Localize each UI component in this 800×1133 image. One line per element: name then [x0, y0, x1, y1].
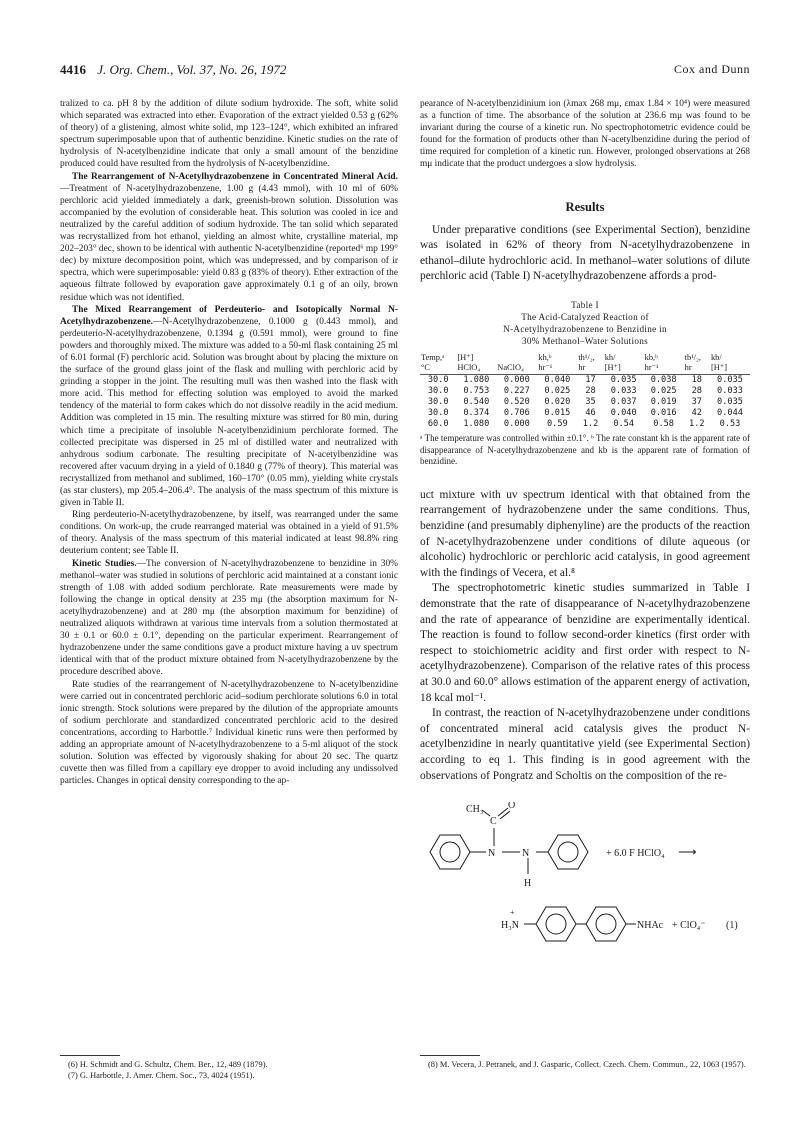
benzene-ring-left [430, 835, 470, 869]
table-cell: 35 [585, 397, 596, 408]
table-body [420, 375, 750, 431]
table-cell: 37 [691, 397, 702, 408]
table-notes [420, 433, 750, 468]
table-cell: 30.0 [427, 375, 449, 386]
table-label: Table I [571, 300, 599, 311]
equation-number: (1) [726, 920, 738, 932]
ammonium-label: H₃N [501, 920, 519, 932]
table-cell: 0.53 [719, 419, 741, 430]
table-header-cell: hr [684, 363, 710, 375]
table-cell: 0.753 [463, 386, 490, 397]
table-cell: 0.015 [544, 408, 571, 419]
table-cell: 0.000 [503, 375, 530, 386]
paragraph: In contrast, the reaction of N-acetylhydrazobenzene under conditions of concentrated mineral acid catalysis gives the product N-acetylbenzidine in nearly quantitative yield (see Experimental Section) according to eq 1. This finding is in good agreement with the observations of Pongratz and Scholtis on the composition of the re- [420, 707, 750, 782]
ch3-label: CH₃ [466, 804, 484, 816]
right-column [420, 98, 750, 952]
table-header-cell: °C [420, 363, 456, 375]
table-cell: 0.040 [610, 408, 637, 419]
table-header-cell: [H⁺] [457, 353, 474, 363]
table-header-cell: hr⁻¹ [537, 363, 577, 375]
table-title-line: N-Acetylhydrazobenzene to Benzidine in [503, 324, 667, 335]
table-cell: 0.033 [717, 386, 743, 397]
paragraph: Under preparative conditions (see Experimental Section), benzidine was isolated in 62% of theory from N-acetylhydrazobenzene in ethanol–dilute hydrochloric acid. In methanol–water solutions of dilute perchloric acid (Table I) N-acetylhydrazobenzene affords a prod- [420, 223, 750, 283]
table-header-cell: th¹/₂, [578, 353, 595, 363]
table-cell: 0.038 [650, 375, 677, 386]
table-header-row [420, 353, 750, 363]
table-header-cell: [H⁺] [710, 363, 750, 375]
table-header-cell: HClO₄ [456, 363, 496, 375]
reaction-arrow: ⟶ [678, 844, 697, 860]
bond-c-o-double [500, 811, 510, 819]
benzene-ring-product-1 [536, 907, 576, 941]
table-row [420, 386, 750, 397]
table-cell: 0.033 [610, 386, 637, 397]
table-cell: 30.0 [427, 408, 449, 419]
table-cell: 0.025 [650, 386, 677, 397]
reagent-label: + 6.0 F HClO₄ [606, 848, 665, 860]
table-row [420, 397, 750, 408]
left-column [60, 98, 398, 787]
table-cell: 28 [691, 386, 702, 397]
table-cell: 0.227 [503, 386, 530, 397]
table-header-cell: Temp,ᵃ [421, 353, 445, 363]
table-header-cell: hr [577, 363, 603, 375]
footnotes-left [60, 1055, 398, 1081]
table-cell: 60.0 [427, 419, 449, 430]
counterion-label: + ClO₄⁻ [672, 920, 706, 932]
table-cell: 0.000 [503, 419, 530, 430]
table-cell: 30.0 [427, 386, 449, 397]
table-cell: 0.037 [610, 397, 637, 408]
table-cell: 1.080 [463, 419, 490, 430]
paragraph: tralized to ca. pH 8 by the addition of dilute sodium hydroxide. The soft, white solid which separated was extracted into ether. Evaporation of the extract yielded 0.53 g (62% of theory) of a glistening, almost white solid, mp 123–124°, which exhibited an infrared spectrum superimposable upon that of authentic benzidine. Kinetic studies on the rate of hydrolysis of N-acetylbenzidine indicate that only a small amount of the benzidine produced could have resulted from the hydrolysis of N-acetylbenzidine. [60, 99, 398, 170]
paragraph [60, 171, 398, 304]
paragraph: The spectrophotometric kinetic studies summarized in Table I demonstrate that the rate of disappearance of N-acetylhydrazobenzene and the rate of appearance of benzidine are experimentally identical. The reaction is found to follow second-order kinetics (first order with respect to stoichiometric acidity and first order with respect to N-acetylhydrazobenzene). Comparison of the relative rates of this process at 30.0 and 60.0° allows estimation of the apparent energy of activation, 18 kcal mol⁻¹. [420, 582, 750, 704]
table-cell: 0.54 [613, 419, 635, 430]
page-number: 4416 [60, 62, 86, 77]
results-text-2 [420, 488, 750, 784]
carbon-label: C [490, 816, 497, 828]
table-cell: 18 [691, 375, 702, 386]
table-header-cell: kh,ᵇ [538, 353, 552, 363]
table-caption [420, 299, 750, 347]
table-row [420, 419, 750, 430]
table-cell: 0.019 [650, 397, 677, 408]
paragraph: Rate studies of the rearrangement of N-acetylhydrazobenzene to N-acetylbenzidine were carried out in concentrated perchloric acid–sodium perchlorate solutions 6.0 in total ionic strength. Stock solutions were prepared by the dilution of the appropriate amounts of sodium perchlorate and standardized concentrated perchloric acid to the desired concentrations, according to Harbottle.⁷ Individual kinetic runs were then performed by adding an appropriate amount of N-acetylhydrazobenzene to a 5-ml aliquot of the stock solution. Solution was effected by vigorously shaking for about 20 sec. The quartz cuvette then was filled from a capillary eye dropper to avoid including any undissolved particles. Changes in optical density corresponding to the ap- [60, 679, 398, 787]
positive-charge: + [510, 908, 515, 918]
paragraph-heading: The Rearrangement of N-Acetylhydrazobenzene in Concentrated Mineral Acid. [72, 171, 398, 182]
table-header-cell: kb,ᵇ [644, 353, 658, 363]
results-text-1 [420, 223, 750, 285]
table-cell: 0.035 [717, 375, 743, 386]
table-header-row [420, 363, 750, 375]
table-header-cell: kh/ [604, 353, 616, 363]
paragraph-body: —Treatment of N-acetylhydrazobenzene, 1.00 g (4.43 mmol), with 10 ml of 60% perchloric acid yielded immediately a dark, greenish-brown solution. Dissolution was accompanied by the evolution of considerable heat. This solution was cooled in ice and neutralized by the careful addition of sodium hydroxide. The tan solid which separated was recrystallized from hot ethanol, yielding an almost white, crystalline material, mp 202–203° dec, shown to be identical with authentic N-acetylbenzidine (reported⁶ mp 199° dec) by mixture decomposition point, which was undepressed, and by comparison of ir spectra, which were superimposable: yield 0.83 g (83% of theory). Ether extraction of the aqueous filtrate followed by evaporation gave approximately 0.1 g of an oily, brown residue which was not identified. [60, 183, 398, 303]
reaction-scheme-svg [420, 802, 750, 952]
paragraph: uct mixture with uv spectrum identical with that obtained from the rearrangement of hydrazobenzene under the same conditions. Thus, benzidine (and presumably diphenyline) are the products of the reaction of N-acetylhydrazobenzene under conditions of dilute aqueous (or alcoholic) hydrochloric or perchloric acid catalysis, in good agreement with the findings of Vecera, et al.⁸ [420, 488, 750, 579]
footnote: (8) M. Vecera, J. Petranek, and J. Gasparic, Collect. Czech. Chem. Commun., 22, 1063 (1957). [428, 1060, 746, 1069]
table-cell: 17 [585, 375, 596, 386]
footnotes-right [420, 1055, 750, 1070]
paragraph: Ring perdeuterio-N-acetylhydrazobenzene, by itself, was rearranged under the same conditions. On work-up, the crude rearranged material was obtained in a yield of 91.5% of theory. Analysis of the mass spectrum of this material indicated at least 98.8% ring deuterium content; see Table II. [60, 510, 398, 557]
table-cell: 0.374 [463, 408, 490, 419]
table-header-cell: kb/ [710, 353, 722, 363]
table-cell: 1.080 [463, 375, 490, 386]
benzene-ring-product-2 [586, 907, 626, 941]
table-cell: 1.2 [689, 419, 705, 430]
table-cell: 46 [585, 408, 596, 419]
paragraph-heading: The Mixed Rearrangement of Perdeuterio- and Isotopically Normal N-Acetylhydrazobenzene. [60, 304, 398, 327]
page-header [60, 62, 750, 80]
footnote-rule [420, 1055, 480, 1056]
benzene-ring-product-1-circle [546, 914, 566, 934]
footnote: (7) G. Harbottle, J. Amer. Chem. Soc., 73, 4024 (1951). [68, 1071, 255, 1080]
bond-c-o [498, 808, 508, 816]
nitrogen-label-2: N [522, 848, 530, 860]
table-cell: 28 [585, 386, 596, 397]
nitrogen-label-1: N [488, 848, 496, 860]
table-title-line: 30% Methanol–Water Solutions [521, 336, 649, 347]
table-header-cell: hr⁻¹ [644, 363, 684, 375]
reaction-scheme [420, 802, 750, 952]
table-cell: 0.035 [610, 375, 637, 386]
footnote: (6) H. Schmidt and G. Schultz, Chem. Ber., 12, 489 (1879). [68, 1060, 268, 1069]
benzene-ring-product-2-circle [596, 914, 616, 934]
table-cell: 1.2 [582, 419, 599, 430]
running-authors: Cox and Dunn [674, 62, 750, 76]
oxygen-label: O [508, 802, 516, 812]
table-cell: 30.0 [427, 397, 449, 408]
table-cell: 0.58 [653, 419, 674, 430]
benzene-ring-right-circle [558, 842, 578, 862]
table-note: ᵃ The temperature was controlled within ±0.1°. [420, 433, 589, 444]
results-heading: Results [565, 199, 605, 214]
benzene-ring-right [548, 835, 588, 869]
paragraph-body: —N-Acetylhydrazobenzene, 0.1000 g (0.443 mmol), and perdeuterio-N-acetylhydrazobenzene, 0.1394 g (0.591 mmol), were ground to fine powders and thoroughly mixed. The mixture was added to a 50-ml flask containing 25 ml of 6.01 formal (F) perchloric acid. Solution was brought about by placing the mixture on the surface of the ground glass joint of the flask and mulling with perchloric acid by grinding a stopper in the joint. The resulting mull was then washed into the flask with more acid. This method for effecting solution was employed to avoid the marked tendency of the material to form cakes which do not dissolve readily in the acid medium. Addition was completed in 15 min. The resulting mixture was stirred for 80 min, during which time a precipitate of insoluble N-acetylbenzidinium perchlorate formed. The collected precipitate was dispersed in 25 ml of distilled water and neutralized with anhydrous sodium carbonate. The resulting precipitate of N-acetylbenzidine was recovered after vacuum drying in a yield of 0.1840 g (77% of theory). This material was recrystallized from methanol and sublimed, 160–170° (0.05 mm), yielding white crystals (as star clusters), mp 205.4–206.4°. The analysis of the mass spectrum of this mixture is given in Table II. [60, 316, 398, 509]
paragraph-heading: Kinetic Studies. [72, 558, 137, 569]
hydrogen-label: H [524, 878, 532, 890]
table-cell: 0.025 [544, 386, 571, 397]
journal-citation: J. Org. Chem., Vol. 37, No. 26, 1972 [97, 62, 287, 77]
table-header-cell: [H⁺] [604, 363, 644, 375]
paragraph [60, 304, 398, 510]
table-title-line: The Acid-Catalyzed Reaction of [521, 312, 649, 323]
table-header-cell [496, 353, 537, 363]
paragraph-body: —The conversion of N-acetylhydrazobenzene to benzidine in 30% methanol–water was studied in solutions of perchloric acid maintained at a constant ionic strength of 1.08 with added sodium perchlorate. Rate measurements were made by following the change in optical density at 235 mμ (the absorption maximum for N-acetylhydrazobenzene) and at 280 mμ (the absorption maximum for benzidine) of neutralized aliquots withdrawn at various time intervals from a solution thermostated at 30 ± 0.1 or 60.0 ± 0.1°, depending on the particular experiment. Rearrangement of hydrazobenzene under the same conditions gave a product mixture having a uv spectrum identical with that of the product mixture obtained from N-acetylhydrazobenzene by the procedure described above. [60, 558, 398, 678]
table-cell: 42 [691, 408, 702, 419]
footnote-rule [60, 1055, 120, 1056]
table-cell: 0.520 [503, 397, 530, 408]
kinetics-table [420, 353, 750, 430]
table-row [420, 408, 750, 419]
paragraph: pearance of N-acetylbenzidinium ion (λmax 268 mμ, εmax 1.84 × 10⁴) were measured as a function of time. The absorbance of the solution at 236.6 mμ was found to be invariant during the course of a kinetic run. No spectrophotometric evidence could be found for the formation of products other than N-acetylbenzidine during the period of time required for completion of a kinetic run. However, prolonged observations at 268 mμ indicate that the product undergoes a slow hydrolysis. [420, 99, 750, 170]
table-cell: 0.59 [547, 419, 568, 430]
table-cell: 0.020 [544, 397, 571, 408]
table-row [420, 375, 750, 387]
table-cell: 0.016 [650, 408, 677, 419]
header-left [60, 62, 286, 78]
table-cell: 0.706 [503, 408, 530, 419]
paragraph [60, 558, 398, 679]
table-note: ᵇ The rate constant kh is the apparent rate of disappearance of N-acetylhydrazobenzene and kb is the apparent rate of formation of benzidine. [420, 433, 750, 467]
nhac-label: NHAc [637, 920, 664, 932]
benzene-ring-left-circle [440, 842, 460, 862]
table-cell: 0.044 [717, 408, 743, 419]
table-cell: 0.040 [544, 375, 571, 386]
table-cell: 0.540 [463, 397, 490, 408]
table-header-cell: NaClO₄ [496, 363, 537, 375]
table-cell: 0.035 [717, 397, 743, 408]
table-header-cell: tb¹/₂, [684, 353, 701, 363]
